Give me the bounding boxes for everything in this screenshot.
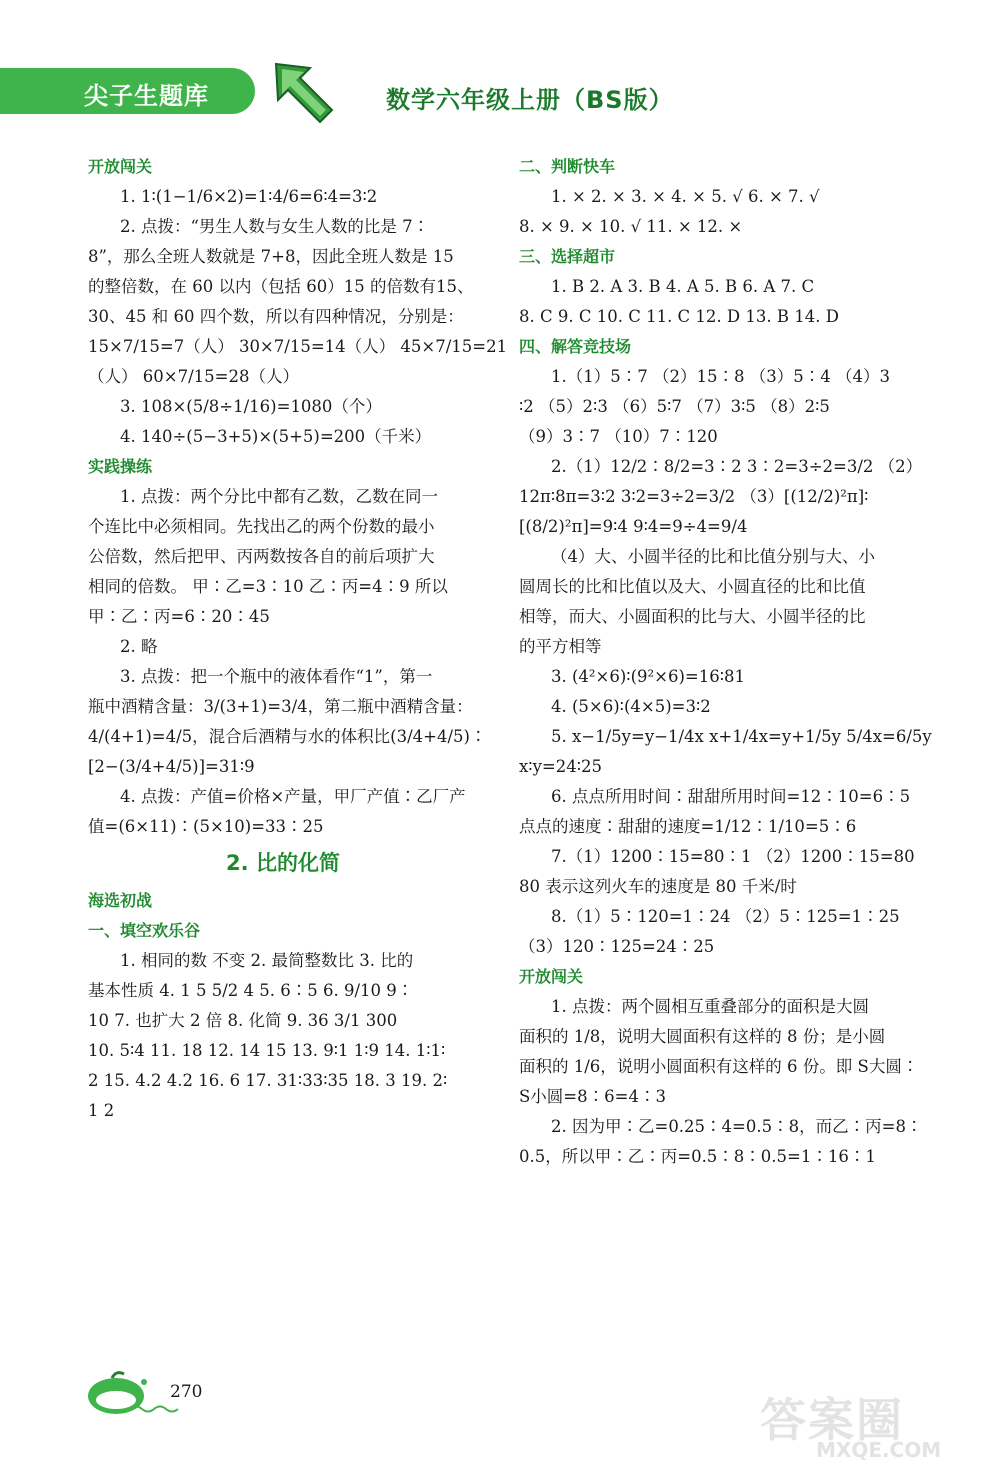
answer-line: 10 7. 也扩大 2 倍 8. 化简 9. 36 3/1 300 bbox=[88, 1011, 398, 1030]
answer-line: （9）3∶7 （10）7∶120 bbox=[519, 427, 718, 446]
left-column bbox=[88, 152, 508, 1126]
answer-line: 1. B 2. A 3. B 4. A 5. B 6. A 7. C bbox=[551, 277, 815, 296]
answer-line: （4）大、小圆半径的比和比值分别与大、小 bbox=[551, 547, 875, 566]
answer-line: [2−(3/4+4/5)]=31∶9 bbox=[88, 757, 255, 776]
answer-line: 1. 点拨：两个圆相互重叠部分的面积是大圆 bbox=[551, 997, 869, 1016]
answer-line: 15×7/15=7（人） 30×7/15=14（人） 45×7/15=21 bbox=[88, 337, 508, 356]
answer-line: 12π∶8π=3∶2 3∶2=3÷2=3/2 （3）[(12/2)²π]∶ bbox=[519, 487, 869, 506]
answer-line: x∶y=24∶25 bbox=[519, 757, 603, 776]
section-heading: 海选初战 bbox=[88, 891, 153, 910]
answer-line: [(8/2)²π]=9∶4 9∶4=9÷4=9/4 bbox=[519, 517, 748, 536]
answer-line: 4. (5×6)∶(4×5)=3∶2 bbox=[551, 697, 711, 716]
answer-line: 30、45 和 60 四个数，所以有四种情况，分别是： bbox=[88, 307, 464, 326]
answer-line: 相等，而大、小圆面积的比与大、小圆半径的比 bbox=[519, 607, 866, 626]
watermark-url: MXQE.COM bbox=[816, 1438, 942, 1462]
right-column bbox=[519, 152, 932, 1172]
watermark-logo: 答案圈 bbox=[760, 1393, 904, 1447]
answer-line: 4. 140÷(5−3+5)×(5+5)=200（千米） bbox=[120, 427, 432, 446]
answer-line: 8.（1）5∶120=1∶24 （2）5∶125=1∶25 bbox=[551, 907, 900, 926]
section-heading: 开放闯关 bbox=[88, 157, 153, 176]
answer-line: 4/(4+1)=4/5，混合后酒精与水的体积比(3/4+4/5)∶ bbox=[88, 727, 487, 746]
answer-line: 5. x−1/5y=y−1/4x x+1/4x=y+1/5y 5/4x=6/5y bbox=[551, 727, 932, 746]
answer-line: 4. 点拨：产值=价格×产量，甲厂产值∶乙厂产 bbox=[120, 787, 466, 806]
answer-line: 8”，那么全班人数就是 7+8，因此全班人数是 15 bbox=[88, 247, 454, 266]
answer-line: 6. 点点所用时间∶甜甜所用时间=12∶10=6∶5 bbox=[551, 787, 911, 806]
answer-line: 3. 点拨：把一个瓶中的液体看作“1”，第一 bbox=[120, 667, 433, 686]
answer-line: 2. 因为甲∶乙=0.25∶4=0.5∶8，而乙∶丙=8∶ bbox=[551, 1117, 923, 1136]
answer-line: 点点的速度∶甜甜的速度=1/12∶1/10=5∶6 bbox=[519, 817, 857, 836]
answer-line: S小圆=8∶6=4∶3 bbox=[519, 1087, 666, 1106]
wave-decoration bbox=[130, 1404, 180, 1414]
answer-line: 公倍数，然后把甲、丙两数按各自的前后项扩大 bbox=[88, 547, 435, 566]
answer-line: ∶2 （5）2∶3 （6）5∶7 （7）3∶5 （8）2∶5 bbox=[519, 397, 830, 416]
answer-line: 1. 点拨：两个分比中都有乙数，乙数在同一 bbox=[120, 487, 438, 506]
section-heading: 三、选择超市 bbox=[519, 247, 616, 266]
answer-line: 值=(6×11)∶(5×10)=33∶25 bbox=[88, 817, 324, 836]
page-number: 270 bbox=[170, 1382, 203, 1402]
answer-line: 0.5，所以甲∶乙∶丙=0.5∶8∶0.5=1∶16∶1 bbox=[519, 1147, 876, 1166]
answer-line: （人） 60×7/15=28（人） bbox=[88, 367, 299, 386]
answer-line: 2 15. 4.2 4.2 16. 6 17. 31∶33∶35 18. 3 19. 2∶ bbox=[88, 1071, 448, 1090]
header-tab-title: 尖子生题库 bbox=[84, 82, 209, 110]
answer-line: 3. 108×(5/8÷1/16)=1080（个） bbox=[120, 397, 382, 416]
answer-line: 1 2 bbox=[88, 1101, 115, 1120]
answer-line: 10. 5∶4 11. 18 12. 14 15 13. 9∶1 1∶9 14. 1∶1∶ bbox=[88, 1041, 446, 1060]
answer-line: 7.（1）1200∶15=80∶1 （2）1200∶15=80 bbox=[551, 847, 915, 866]
header-tab bbox=[0, 68, 255, 114]
answer-line: 2. 点拨：“男生人数与女生人数的比是 7∶ bbox=[120, 217, 430, 236]
section-heading: 一、填空欢乐谷 bbox=[88, 921, 201, 940]
answer-line: 8. × 9. × 10. √ 11. × 12. × bbox=[519, 217, 743, 236]
answer-line: 面积的 1/8，说明大圆面积有这样的 8 份；是小圆 bbox=[519, 1027, 886, 1046]
answer-line: 面积的 1/6，说明小圆面积有这样的 6 份。即 S大圆∶ bbox=[519, 1057, 919, 1076]
answer-line: 8. C 9. C 10. C 11. C 12. D 13. B 14. D bbox=[519, 307, 839, 326]
section-heading: 二、判断快车 bbox=[519, 157, 616, 176]
answer-line: 1.（1）5∶7 （2）15∶8 （3）5∶4 （4）3 bbox=[551, 367, 890, 386]
chapter-section-title: 2. 比的化简 bbox=[226, 851, 340, 875]
book-title: 数学六年级上册（BS版） bbox=[386, 86, 674, 114]
answer-line: 相同的倍数。 甲∶乙=3∶10 乙∶丙=4∶9 所以 bbox=[88, 577, 448, 596]
arrow-icon bbox=[270, 58, 340, 128]
answer-line: 2.（1）12/2∶8/2=3∶2 3∶2=3÷2=3/2 （2） bbox=[551, 457, 923, 476]
section-heading: 四、解答竞技场 bbox=[519, 337, 632, 356]
answer-line: 的平方相等 bbox=[519, 637, 602, 656]
answer-line: 3. (4²×6)∶(9²×6)=16∶81 bbox=[551, 667, 746, 686]
answer-line: 圆周长的比和比值以及大、小圆直径的比和比值 bbox=[519, 577, 866, 596]
answer-line: 个连比中必须相同。先找出乙的两个份数的最小 bbox=[88, 517, 435, 536]
section-heading: 开放闯关 bbox=[519, 967, 584, 986]
answer-line: 1. 1∶(1−1/6×2)=1∶4/6=6∶4=3∶2 bbox=[120, 187, 378, 206]
section-heading: 实践操练 bbox=[88, 457, 153, 476]
answer-line: 1. × 2. × 3. × 4. × 5. √ 6. × 7. √ bbox=[551, 187, 820, 206]
answer-line: 基本性质 4. 1 5 5/2 4 5. 6∶5 6. 9/10 9∶ bbox=[88, 981, 414, 1000]
answer-line: 的整倍数，在 60 以内（包括 60）15 的倍数有15、 bbox=[88, 277, 474, 296]
answer-line: 80 表示这列火车的速度是 80 千米/时 bbox=[519, 877, 797, 896]
answer-line: 瓶中酒精含量：3/(3+1)=3/4，第二瓶中酒精含量： bbox=[88, 697, 473, 716]
answer-line: 2. 略 bbox=[120, 637, 158, 656]
answer-line: （3）120∶125=24∶25 bbox=[519, 937, 715, 956]
answer-line: 甲∶乙∶丙=6∶20∶45 bbox=[88, 607, 270, 626]
answer-line: 1. 相同的数 不变 2. 最简整数比 3. 比的 bbox=[120, 951, 414, 970]
